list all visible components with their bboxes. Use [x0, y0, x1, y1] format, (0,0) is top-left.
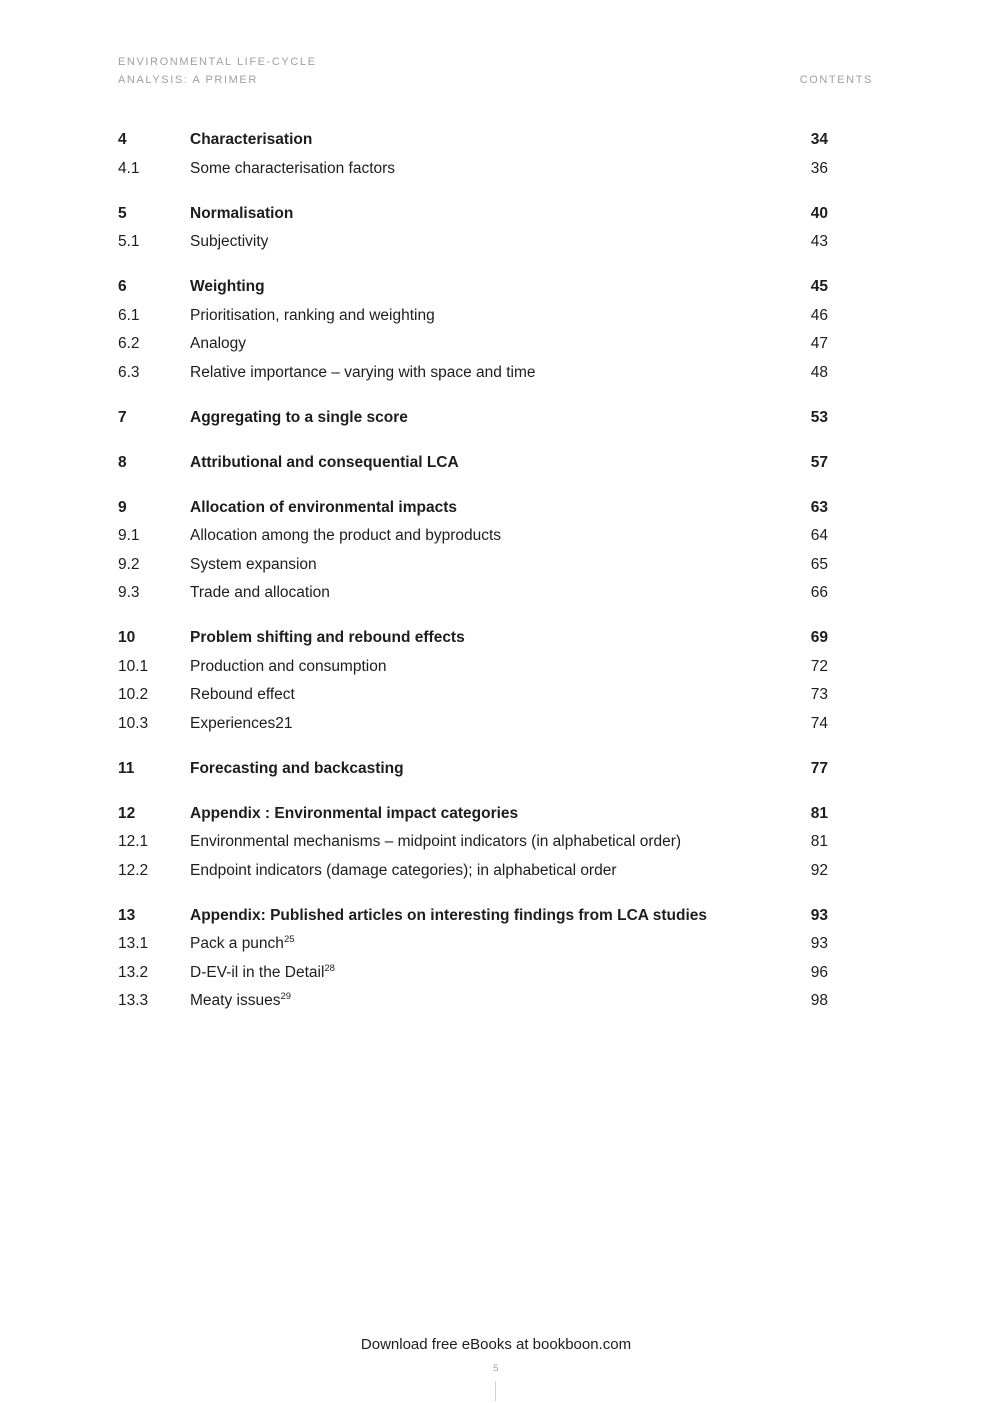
toc-entry-title-text: Some characterisation factors: [190, 159, 396, 177]
toc-entry[interactable]: [118, 930, 828, 959]
toc-entry-number: 4: [118, 131, 127, 148]
contents-label: CONTENTS: [799, 73, 873, 86]
toc-entry-page: 73: [810, 686, 828, 703]
toc-entry-number: 10.1: [118, 657, 149, 675]
toc-entry[interactable]: [118, 522, 828, 551]
toc-group: [118, 800, 828, 886]
toc-entry[interactable]: [118, 710, 828, 739]
toc-entry-number: 9.1: [118, 527, 140, 544]
toc-entry-page: 43: [810, 233, 828, 250]
toc-entry-title: [190, 449, 811, 478]
toc-entry-title: [190, 710, 811, 739]
toc-entry-title: [190, 959, 811, 988]
toc-entry-page: 66: [810, 584, 828, 601]
toc-entry[interactable]: [118, 359, 828, 388]
toc-entry-title-text: Relative importance – varying with space and time: [190, 363, 536, 381]
toc-entry-title: [190, 494, 811, 523]
toc-entry-title-superscript: 25: [283, 933, 295, 945]
toc-entry-number: 4.1: [118, 159, 140, 177]
toc-entry-title-text: Endpoint indicators (damage categories); in alphabetical order: [190, 861, 617, 879]
toc-entry-page: 69: [810, 629, 828, 646]
toc-entry-title-text: Characterisation: [190, 131, 313, 148]
toc-entry-title: [190, 930, 811, 959]
toc-entry-title: [190, 624, 811, 653]
toc-entry-title: [190, 653, 811, 682]
toc-entry[interactable]: [118, 330, 828, 359]
toc-entry-title-superscript: 29: [280, 990, 292, 1002]
toc-entry-page: 81: [810, 804, 828, 822]
toc-entry[interactable]: [118, 959, 828, 988]
toc-entry-number: 13.3: [118, 992, 149, 1009]
download-link[interactable]: Download free eBooks at bookboon.com: [360, 1336, 632, 1353]
toc-entry-title-text: Normalisation: [190, 204, 294, 222]
toc-entry-title-text: Prioritisation, ranking and weighting: [190, 306, 435, 324]
trim-mark: [495, 1381, 496, 1401]
toc-entry-page: 93: [810, 906, 828, 924]
toc-entry[interactable]: [118, 155, 828, 184]
toc-entry-title: [190, 828, 811, 857]
toc-entry-title-text: Appendix : Environmental impact categories: [190, 804, 519, 822]
toc-entry-title-text: System expansion: [190, 555, 317, 573]
toc-entry-number: 5.1: [118, 233, 140, 250]
toc-entry-page: 45: [810, 278, 828, 295]
toc-group: [118, 273, 828, 387]
toc-entry-number: 8: [118, 453, 127, 471]
toc-entry-title-text: Attributional and consequential LCA: [190, 453, 459, 471]
toc-entry[interactable]: [118, 653, 828, 682]
toc-entry-title-text: Weighting: [190, 278, 265, 295]
toc-entry-title-text: Allocation among the product and byproducts: [190, 527, 502, 544]
toc-entry-title: [190, 755, 811, 784]
toc-group: [118, 494, 828, 608]
toc-entry[interactable]: [118, 828, 828, 857]
toc-entry[interactable]: [118, 579, 828, 608]
toc-entry-page: 77: [810, 759, 828, 777]
toc-entry[interactable]: [118, 551, 828, 580]
toc-entry-title: [190, 857, 811, 886]
toc-entry-number: 9: [118, 498, 127, 516]
toc-entry-page: 36: [810, 159, 828, 177]
page-number: 5: [493, 1363, 499, 1374]
toc-entry-page: 64: [810, 527, 828, 544]
toc-entry-title: [190, 902, 811, 931]
toc-entry-title: [190, 200, 811, 229]
toc-group: [118, 449, 828, 478]
toc-entry-title-text: Analogy: [190, 335, 247, 352]
toc-entry-title-text: Aggregating to a single score: [190, 408, 408, 426]
toc-entry[interactable]: [118, 126, 828, 155]
toc-entry-number: 13: [118, 906, 136, 924]
toc-entry-page: 47: [810, 335, 828, 352]
toc-entry[interactable]: [118, 449, 828, 478]
toc-entry-title: [190, 404, 811, 433]
toc-entry-page: 57: [810, 453, 828, 471]
toc-entry-page: 72: [810, 657, 828, 675]
toc-entry[interactable]: [118, 987, 828, 1016]
toc-entry-number: 13.1: [118, 935, 149, 952]
toc-entry-title: [190, 330, 811, 359]
toc-entry-title-text: Production and consumption: [190, 657, 387, 675]
toc-entry-title: [190, 579, 811, 608]
toc-entry-page: 40: [810, 204, 828, 222]
toc-entry-title: [190, 987, 811, 1016]
toc-entry-title: [190, 228, 811, 257]
toc-entry-number: 12: [118, 804, 136, 822]
toc-entry-page: 98: [810, 992, 828, 1009]
toc-entry-page: 34: [810, 131, 828, 148]
running-header: [118, 54, 873, 89]
toc-entry-number: 12.2: [118, 861, 149, 879]
toc-entry-title-text: Pack a punch: [190, 935, 284, 952]
toc-entry-number: 12.1: [118, 833, 149, 850]
document-title: [118, 54, 317, 89]
toc-entry-title-text: Rebound effect: [190, 686, 295, 703]
toc-entry-page: 92: [810, 861, 828, 879]
toc-entry[interactable]: [118, 273, 828, 302]
toc-entry-title-text: Subjectivity: [190, 233, 269, 250]
toc-entry-title: [190, 800, 811, 829]
toc-entry-number: 5: [118, 204, 127, 222]
document-title-line2: ANALYSIS: A PRIMER: [118, 73, 258, 86]
toc-entry-number: 6.1: [118, 306, 140, 324]
toc-entry-title-text: Forecasting and backcasting: [190, 759, 404, 777]
toc-entry-title-superscript: 28: [324, 962, 335, 974]
toc-entry[interactable]: [118, 800, 828, 829]
toc-entry-number: 11: [118, 759, 135, 777]
toc-group: [118, 624, 828, 738]
toc-entry-title-text: Trade and allocation: [190, 584, 330, 601]
toc-entry-number: 6.2: [118, 335, 140, 352]
toc-group: [118, 200, 828, 257]
toc-entry-number: 13.2: [118, 963, 149, 981]
toc-entry[interactable]: [118, 624, 828, 653]
toc-entry-title: [190, 681, 811, 710]
toc-entry-number: 10.3: [118, 714, 149, 732]
toc-entry-title: [190, 155, 811, 184]
toc-entry-title-text: Meaty issues: [190, 992, 281, 1009]
toc-entry-title-text: Environmental mechanisms – midpoint indicators (in alphabetical order): [190, 833, 682, 850]
toc-entry-page: 48: [810, 363, 828, 381]
toc-entry-page: 53: [810, 408, 828, 426]
toc-group: [118, 404, 828, 433]
toc-group: [118, 755, 828, 784]
toc-entry-number: 6.3: [118, 363, 140, 381]
toc-entry-page: 93: [810, 935, 828, 952]
toc-entry[interactable]: [118, 755, 828, 784]
toc-entry-title: [190, 551, 811, 580]
toc-entry-title-text: Allocation of environmental impacts: [190, 498, 457, 516]
toc-entry-number: 6: [118, 278, 127, 295]
toc-entry-number: 9.2: [118, 555, 140, 573]
toc-entry-page: 46: [810, 306, 828, 324]
toc-entry-page: 81: [810, 833, 828, 850]
toc-entry-number: 7: [118, 408, 127, 426]
toc-entry[interactable]: [118, 404, 828, 433]
toc-group: [118, 902, 828, 1016]
toc-entry[interactable]: [118, 494, 828, 523]
toc-entry[interactable]: [118, 902, 828, 931]
toc-entry-number: 10: [118, 629, 136, 646]
toc-entry-title: [190, 522, 811, 551]
document-title-line1: ENVIRONMENTAL LIFE-CYCLE: [118, 56, 317, 68]
toc-entry[interactable]: [118, 228, 828, 257]
toc-entry-title-text: Problem shifting and rebound effects: [190, 629, 465, 646]
toc-entry-number: 9.3: [118, 584, 140, 601]
toc-entry-title: [190, 126, 811, 155]
toc-entry-page: 96: [810, 963, 828, 981]
toc-entry-title-text: Appendix: Published articles on interesting findings from LCA studies: [190, 906, 708, 924]
toc-entry-number: 10.2: [118, 686, 149, 703]
toc-entry-title: [190, 302, 811, 331]
table-of-contents: [118, 126, 828, 1032]
toc-entry-title-text: D-EV-il in the Detail: [190, 963, 325, 981]
toc-entry-page: 74: [810, 714, 828, 732]
toc-entry[interactable]: [118, 681, 828, 710]
toc-group: [118, 126, 828, 183]
toc-entry-page: 65: [810, 555, 828, 573]
toc-entry-page: 63: [810, 498, 828, 516]
toc-entry-title: [190, 273, 811, 302]
toc-entry-title: [190, 359, 811, 388]
toc-entry[interactable]: [118, 200, 828, 229]
toc-entry[interactable]: [118, 302, 828, 331]
toc-entry-title-text: Experiences21: [190, 714, 293, 732]
toc-entry[interactable]: [118, 857, 828, 886]
